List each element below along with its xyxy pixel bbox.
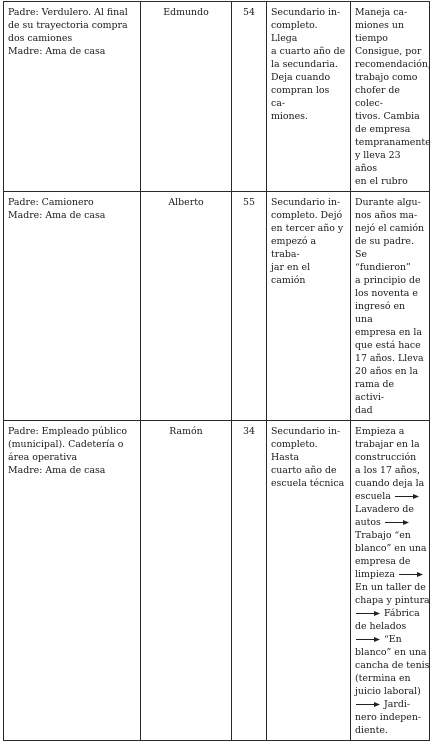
table-row <box>4 421 430 741</box>
right-arrow-icon <box>398 571 424 578</box>
work-line-with-arrow <box>355 607 425 620</box>
right-arrow-icon <box>355 636 381 643</box>
age-cell: 55 <box>232 192 267 421</box>
name-cell: Edmundo <box>141 2 232 192</box>
work-line: Fábrica <box>383 608 420 619</box>
work-line-with-arrow <box>355 490 425 503</box>
table-row <box>4 192 430 421</box>
work-history-cell <box>351 421 430 741</box>
work-line: construcción <box>355 452 417 463</box>
work-line-with-arrow <box>355 568 425 581</box>
education-cell: Secundario in- completo. Llega a cuarto año de la secundaria. Deja cuando compran los ca- miones. <box>267 2 351 192</box>
work-line-with-arrow <box>355 516 425 529</box>
work-history-cell: Durante algu- nos años ma- nejó el camión de su padre. Se “fundieron” a principio de los noventa e ingresó en una empresa en la que está hace 17 años. Lleva 20 años en la rama de activi- dad <box>351 192 430 421</box>
right-arrow-icon <box>384 519 410 526</box>
work-line: Jardi- <box>383 699 410 710</box>
work-line: limpieza <box>355 569 395 580</box>
name-cell: Ramón <box>141 421 232 741</box>
age-cell: 34 <box>232 421 267 741</box>
work-line-with-arrow <box>355 698 425 711</box>
work-line: blanco” en una <box>355 647 427 658</box>
work-line: autos <box>355 517 381 528</box>
family-origin-cell: Padre: Verdulero. Al final de su trayectoria compra dos camiones Madre: Ama de casa <box>4 2 141 192</box>
work-line: En un taller de <box>355 582 426 593</box>
education-cell: Secundario in- completo. Dejó en tercer año y empezó a traba- jar en el camión <box>267 192 351 421</box>
right-arrow-icon <box>394 493 420 500</box>
work-line: chapa y pintura <box>355 595 430 606</box>
age-cell: 54 <box>232 2 267 192</box>
education-cell: Secundario in- completo. Hasta cuarto año de escuela técnica <box>267 421 351 741</box>
work-line: nero indepen- <box>355 712 422 723</box>
work-line: de helados <box>355 621 407 632</box>
work-line: (termina en <box>355 673 411 684</box>
work-line: blanco” en una <box>355 543 427 554</box>
work-line: cancha de tenis <box>355 660 430 671</box>
work-line: escuela <box>355 491 391 502</box>
work-line: Trabajo “en <box>355 530 411 541</box>
work-line: cuando deja la <box>355 478 425 489</box>
right-arrow-icon <box>355 701 381 708</box>
work-line: empresa de <box>355 556 411 567</box>
right-arrow-icon <box>355 610 381 617</box>
work-line: “En <box>383 634 402 645</box>
biography-table <box>3 1 430 741</box>
work-line: a los 17 años, <box>355 465 420 476</box>
work-history-cell: Maneja ca- miones un tiempo Consigue, por recomendación, trabajo como chofer de colec- tivos. Cambia de empresa tempranamente y lleva 23 años en el rubro <box>351 2 430 192</box>
work-line: Lavadero de <box>355 504 414 515</box>
work-line: diente. <box>355 725 388 736</box>
family-origin-cell: Padre: Camionero Madre: Ama de casa <box>4 192 141 421</box>
table-row <box>4 2 430 192</box>
work-line: juicio laboral) <box>355 686 421 697</box>
work-line: trabajar en la <box>355 439 420 450</box>
family-origin-cell: Padre: Empleado público (municipal). Cadetería o área operativa Madre: Ama de casa <box>4 421 141 741</box>
name-cell: Alberto <box>141 192 232 421</box>
work-line: Empieza a <box>355 426 405 437</box>
work-line-with-arrow <box>355 633 425 646</box>
